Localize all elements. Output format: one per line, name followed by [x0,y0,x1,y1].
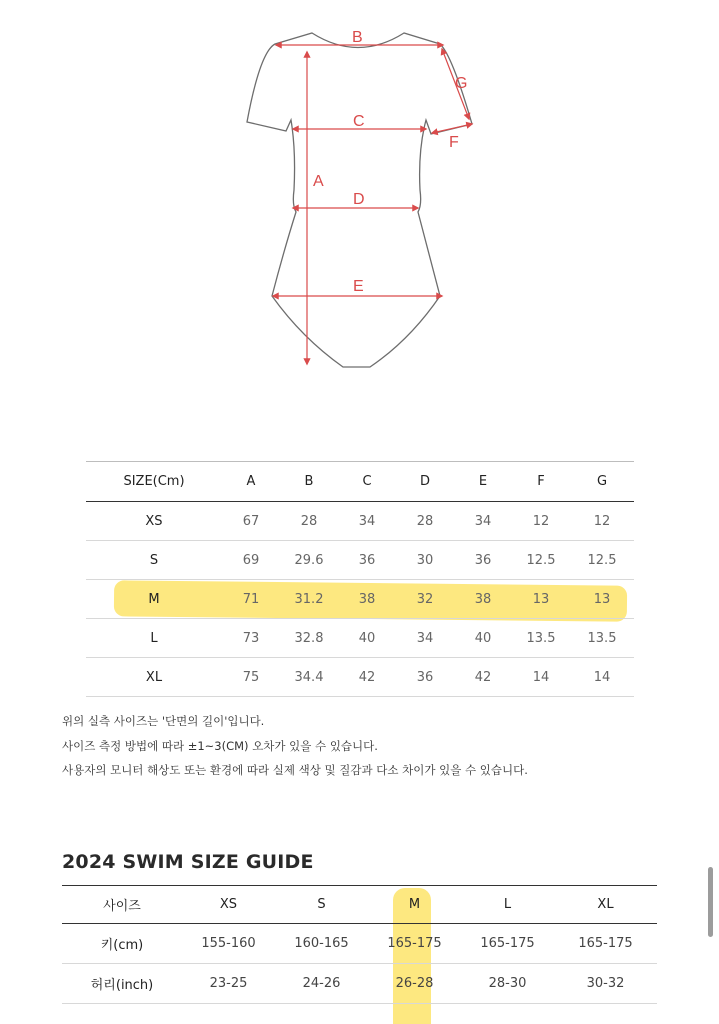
size-cell: XL [86,658,222,697]
value-cell: 12.5 [570,541,634,580]
value-cell: 34 [454,502,512,541]
value-cell: 29.6 [280,541,338,580]
table-row [62,964,657,1004]
size-notes [62,709,528,783]
swim-size-guide-table [62,885,657,1004]
value-cell: 71 [222,580,280,619]
value-cell: 14 [512,658,570,697]
header-size: SIZE(Cm) [86,462,222,502]
header-m: M [368,886,461,924]
value-cell: 28-30 [461,964,554,1004]
value-cell: 34 [396,619,454,658]
value-cell: 75 [222,658,280,697]
value-cell: 67 [222,502,280,541]
label-d: D [353,191,365,208]
value-cell: 12 [570,502,634,541]
value-cell: 42 [454,658,512,697]
table-row [86,658,634,697]
scrollbar-thumb[interactable] [708,867,713,937]
value-cell: 38 [338,580,396,619]
header-s: S [275,886,368,924]
note-line: 위의 실측 사이즈는 '단면의 길이'입니다. [62,714,265,728]
value-cell: 155-160 [182,924,275,964]
value-cell: 30-32 [554,964,657,1004]
value-cell: 23-25 [182,964,275,1004]
label-c: C [353,113,365,130]
value-cell: 13 [512,580,570,619]
value-cell: 165-175 [461,924,554,964]
value-cell: 165-175 [368,924,461,964]
label-e: E [353,278,364,295]
table-row-highlighted [86,580,634,619]
value-cell: 34.4 [280,658,338,697]
value-cell: 69 [222,541,280,580]
value-cell: 32 [396,580,454,619]
row-label: 키(cm) [62,924,182,964]
value-cell: 31.2 [280,580,338,619]
table-row [86,502,634,541]
table-row [86,619,634,658]
header-b: B [280,462,338,502]
label-f: F [449,134,459,151]
header-d: D [396,462,454,502]
table-row [62,924,657,964]
value-cell: 28 [396,502,454,541]
size-cell: S [86,541,222,580]
row-label: 허리(inch) [62,964,182,1004]
table-row [86,541,634,580]
header-l: L [461,886,554,924]
value-cell: 160-165 [275,924,368,964]
header-xs: XS [182,886,275,924]
header-g: G [570,462,634,502]
header-f: F [512,462,570,502]
size-cell: XS [86,502,222,541]
label-g: G [455,75,468,92]
value-cell: 38 [454,580,512,619]
label-a: A [313,173,324,190]
value-cell: 26-28 [368,964,461,1004]
value-cell: 13.5 [512,619,570,658]
value-cell: 24-26 [275,964,368,1004]
size-chart-table [86,461,634,697]
value-cell: 28 [280,502,338,541]
label-b: B [352,29,363,46]
value-cell: 36 [396,658,454,697]
value-cell: 73 [222,619,280,658]
size-chart-header-row [86,462,634,502]
note-line: 사용자의 모니터 해상도 또는 환경에 따라 실제 색상 및 질감과 다소 차이가 있을 수 있습니다. [62,763,528,777]
header-xl: XL [554,886,657,924]
note-line: 사이즈 측정 방법에 따라 ±1~3(CM) 오차가 있을 수 있습니다. [62,738,378,753]
size-cell: M [86,580,222,619]
value-cell: 36 [338,541,396,580]
guide-title: 2024 SWIM SIZE GUIDE [62,851,314,873]
value-cell: 165-175 [554,924,657,964]
header-size: 사이즈 [62,886,182,924]
value-cell: 40 [454,619,512,658]
header-c: C [338,462,396,502]
value-cell: 13 [570,580,634,619]
value-cell: 32.8 [280,619,338,658]
value-cell: 34 [338,502,396,541]
value-cell: 42 [338,658,396,697]
header-a: A [222,462,280,502]
value-cell: 36 [454,541,512,580]
value-cell: 12 [512,502,570,541]
value-cell: 14 [570,658,634,697]
size-cell: L [86,619,222,658]
guide-header-row [62,886,657,924]
value-cell: 12.5 [512,541,570,580]
value-cell: 30 [396,541,454,580]
value-cell: 13.5 [570,619,634,658]
swimsuit-measurement-diagram [0,0,719,380]
header-e: E [454,462,512,502]
value-cell: 40 [338,619,396,658]
